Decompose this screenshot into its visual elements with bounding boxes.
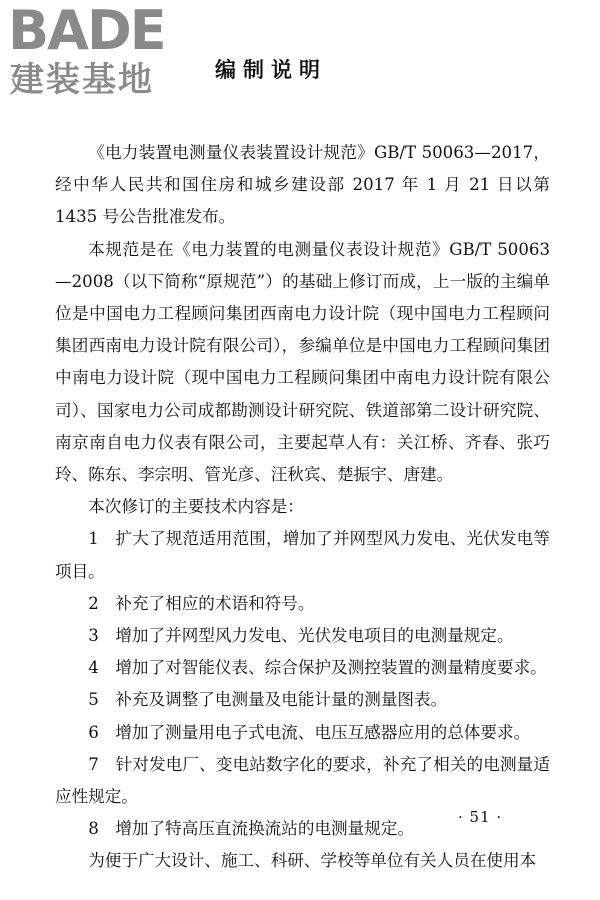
revision-item-8: 8 增加了特高压直流换流站的电测量规定。 (88, 819, 415, 839)
bade-logo (8, 0, 183, 100)
revision-item-3: 3 增加了并网型风力发电、光伏发电项目的电测量规定。 (88, 626, 514, 646)
revision-item-1: 1 扩大了规范适用范围，增加了并网型风力发电、光伏发电等项目。 (55, 529, 550, 581)
logo-chinese-name: 建装基地 (10, 60, 154, 100)
paragraph-usage-note: 为便于广大设计、施工、科研、学校等单位有关人员在使用本 (88, 851, 537, 871)
paragraph-revision-intro: 本次修订的主要技术内容是： (88, 497, 304, 517)
revision-item-7: 7 针对发电厂、变电站数字化的要求，补充了相关的电测量适应性规定。 (55, 754, 550, 807)
page-title: 编制说明 (215, 58, 327, 82)
paragraph-revision-history: 本规范是在《电力装置的电测量仪表设计规范》GB/T 50063—2008（以下简称“原规范”）的基础上修订而成，上一版的主编单位是中国电力工程顾问集团西南电力设计院（现中国电力工程顾问集团西南电力设计院有限公司），参编单位是中国电力工程顾问集团中南电力设计院（现中国电力工程顾问集团中南电力设计院有限公司）、国家电力公司成都勘测设计研究院、铁道部第二设计研究院、南京南自电力仪表有限公司，主要起草人有：关江桥、齐春、张巧玲、陈东、李宗明、管光彦、汪秋宾、楚振宇、唐建。 (55, 239, 550, 485)
revision-item-2: 2 补充了相应的术语和符号。 (88, 593, 315, 613)
revision-item-5: 5 补充及调整了电测量及电能计量的测量图表。 (88, 690, 448, 710)
logo-wordmark: BADE (8, 0, 165, 62)
paragraph-standard-approval: 《电力装置电测量仪表装置设计规范》GB/T 50063—2017，经中华人民共和国住房和城乡建设部 2017 年 1 月 21 日以第 1435 号公告批准发布。 (55, 143, 550, 227)
revision-item-4: 4 增加了对智能仪表、综合保护及测控装置的测量精度要求。 (88, 658, 547, 678)
page-number: · 51 · (458, 808, 503, 826)
document-body (55, 137, 550, 878)
revision-item-6: 6 增加了测量用电子式电流、电压互感器应用的总体要求。 (88, 722, 531, 742)
